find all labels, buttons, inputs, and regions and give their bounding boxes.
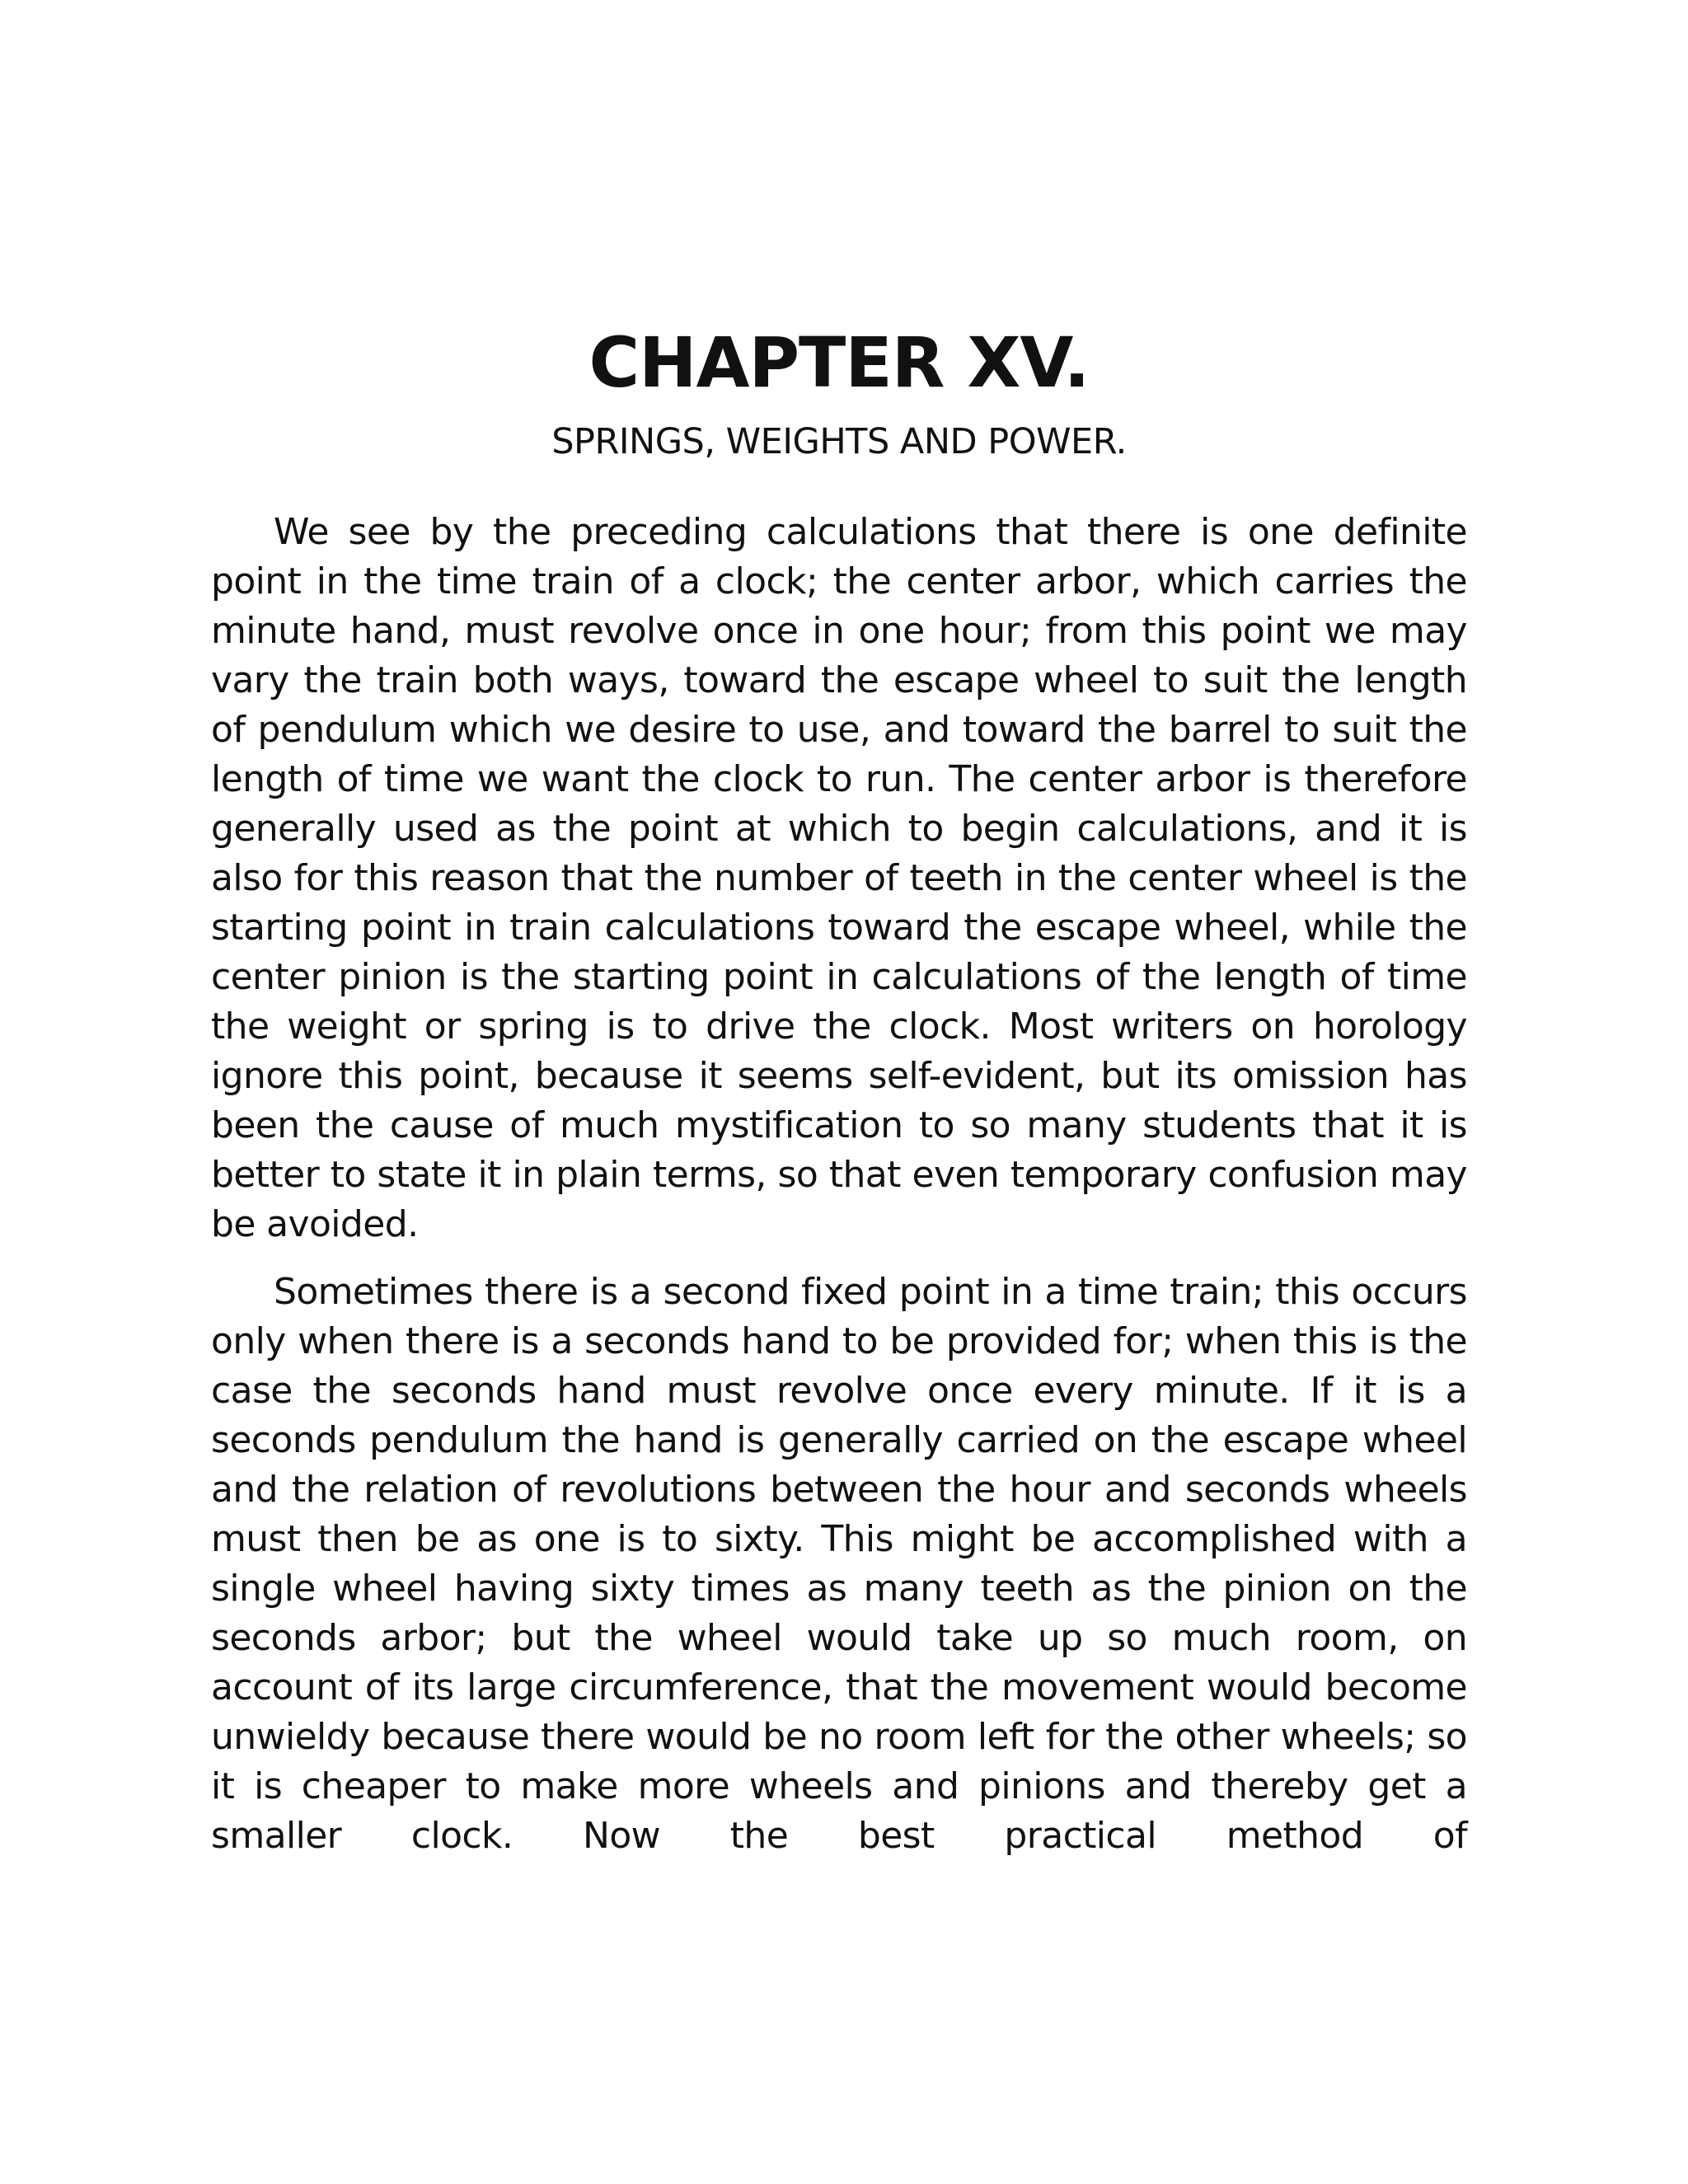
chapter-subtitle: SPRINGS, WEIGHTS AND POWER. — [551, 421, 1127, 462]
body-text — [211, 508, 1467, 1861]
book-page — [211, 321, 1467, 1879]
paragraph-1: We see by the preceding calculations that there is one definite point in the time train of a clock; the center arbor, which carries the minute hand, must revolve once in one hour; from this point we may vary the train both ways, toward the escape wheel to suit the length of pendulum which we desire to use, and toward the barrel to suit the length of time we want the clock to run. The center arbor is therefore generally used as the point at which to begin calculations, and it is also for this reason that the number of teeth in the center wheel is the starting point in train calculations toward the escape wheel, while the center pinion is the starting point in calculations of the length of time the weight or spring is to drive the clock. Most writers on horology ignore this point, because it seems self-evident, but its omission has been the cause of much mystification to so many students that it is better to state it in plain terms, so that even temporary confusion may be avoided. — [211, 511, 1467, 1245]
paragraph-2: Sometimes there is a second fixed point in a time train; this occurs only when there is a seconds hand to be provided for; when this is the case the seconds hand must revolve once every minute. If it is a seconds pendulum the hand is generally carried on the escape wheel and the relation of revolutions between the hour and seconds wheels must then be as one is to sixty. This might be accomplished with a single wheel having sixty times as many teeth as the pinion on the seconds arbor; but the wheel would take up so much room, on account of its large circumference, that the movement would become unwieldy because there would be no room left for the other wheels; so it is cheaper to make more wheels and pinions and thereby get a smaller clock. Now the best practical method of — [211, 1271, 1467, 1857]
chapter-title: CHAPTER XV. — [588, 322, 1090, 403]
